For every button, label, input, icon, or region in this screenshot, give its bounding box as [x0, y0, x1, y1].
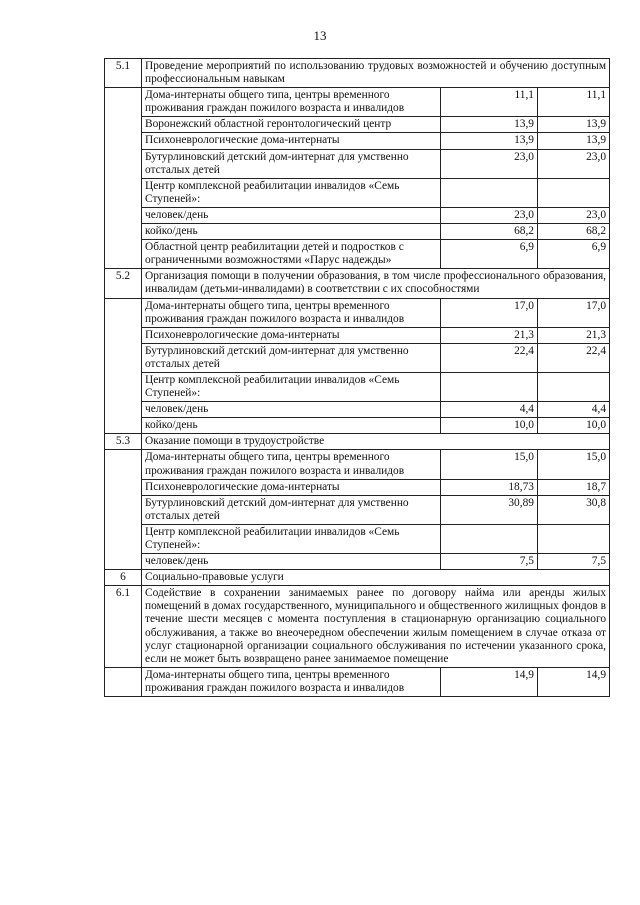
number-cell-empty [105, 88, 142, 269]
value-col-2: 17,0 [538, 298, 610, 327]
unit-label: человек/день [142, 554, 441, 570]
table-row [105, 224, 610, 240]
section-number: 5.3 [105, 434, 142, 450]
table-row [105, 178, 610, 207]
institution-name: Дома-интернаты общего типа, центры временного проживания граждан пожилого возраста и инвалидов [142, 667, 441, 696]
unit-label: человек/день [142, 402, 441, 418]
table-row [105, 524, 610, 553]
section-title: Проведение мероприятий по использованию трудовых возможностей и обучению доступным профессиональным навыкам [142, 59, 610, 88]
value-col-2: 21,3 [538, 327, 610, 343]
value-col-2: 14,9 [538, 667, 610, 696]
value-col-2 [538, 372, 610, 401]
value-col-1 [441, 524, 538, 553]
section-number: 6.1 [105, 586, 142, 668]
services-table [104, 58, 610, 697]
value-col-2: 6,9 [538, 240, 610, 269]
value-col-2 [538, 178, 610, 207]
table-row [105, 372, 610, 401]
value-col-1: 15,0 [441, 450, 538, 479]
page-number: 13 [313, 28, 327, 43]
institution-name: Бутурлиновский детский дом-интернат для умственно отсталых детей [142, 149, 441, 178]
value-col-1: 13,9 [441, 117, 538, 133]
unit-label: койко/день [142, 418, 441, 434]
institution-name: Дома-интернаты общего типа, центры временного проживания граждан пожилого возраста и инвалидов [142, 450, 441, 479]
value-col-1 [441, 178, 538, 207]
institution-name: Дома-интернаты общего типа, центры временного проживания граждан пожилого возраста и инвалидов [142, 88, 441, 117]
table-row [105, 88, 610, 117]
section-number: 5.2 [105, 269, 142, 298]
institution-name: Психоневрологические дома-интернаты [142, 327, 441, 343]
section-title: Социально-правовые услуги [142, 570, 610, 586]
value-col-1: 18,73 [441, 479, 538, 495]
number-cell-empty [105, 450, 142, 570]
value-col-2: 15,0 [538, 450, 610, 479]
institution-name: Психоневрологические дома-интернаты [142, 479, 441, 495]
section-row [105, 269, 610, 298]
institution-name: Психоневрологические дома-интернаты [142, 133, 441, 149]
value-col-1: 22,4 [441, 343, 538, 372]
value-col-2: 10,0 [538, 418, 610, 434]
table-row [105, 495, 610, 524]
institution-name: Центр комплексной реабилитации инвалидов «Семь Ступеней»: [142, 524, 441, 553]
value-col-1: 10,0 [441, 418, 538, 434]
section-title: Оказание помощи в трудоустройстве [142, 434, 610, 450]
number-cell-empty [105, 298, 142, 434]
value-col-1: 23,0 [441, 149, 538, 178]
value-col-2: 7,5 [538, 554, 610, 570]
section-number: 5.1 [105, 59, 142, 88]
value-col-1: 14,9 [441, 667, 538, 696]
table-row [105, 418, 610, 434]
table-row [105, 450, 610, 479]
section-row [105, 586, 610, 668]
value-col-2: 23,0 [538, 207, 610, 223]
institution-name: Центр комплексной реабилитации инвалидов «Семь Ступеней»: [142, 372, 441, 401]
value-col-2: 4,4 [538, 402, 610, 418]
table-row [105, 117, 610, 133]
section-row [105, 59, 610, 88]
value-col-2: 30,8 [538, 495, 610, 524]
table-row [105, 298, 610, 327]
unit-label: человек/день [142, 207, 441, 223]
table-row [105, 402, 610, 418]
value-col-1 [441, 372, 538, 401]
section-title: Содействие в сохранении занимаемых ранее по договору найма или аренды жилых помещений в домах государственного, муниципального и общественного жилищных фондов в течение шести месяцев с момента поступления в стационарную организацию социального обслуживания, а также во внеочередном обеспечении жилым помещением в случае отказа от услуг стационарной организации социального обслуживания по истечении указанного срока, если не может быть возвращено ранее занимаемое помещение [142, 586, 610, 668]
value-col-2: 11,1 [538, 88, 610, 117]
table-row [105, 667, 610, 696]
table-row [105, 133, 610, 149]
value-col-1: 6,9 [441, 240, 538, 269]
value-col-2: 68,2 [538, 224, 610, 240]
value-col-1: 17,0 [441, 298, 538, 327]
value-col-1: 68,2 [441, 224, 538, 240]
value-col-1: 30,89 [441, 495, 538, 524]
institution-name: Бутурлиновский детский дом-интернат для умственно отсталых детей [142, 495, 441, 524]
number-cell-empty [105, 667, 142, 696]
table-row [105, 207, 610, 223]
value-col-1: 11,1 [441, 88, 538, 117]
section-row [105, 570, 610, 586]
value-col-1: 13,9 [441, 133, 538, 149]
table-row [105, 240, 610, 269]
value-col-2: 13,9 [538, 133, 610, 149]
institution-name: Воронежский областной геронтологический центр [142, 117, 441, 133]
value-col-1: 21,3 [441, 327, 538, 343]
value-col-2: 18,7 [538, 479, 610, 495]
value-col-2 [538, 524, 610, 553]
institution-name: Областной центр реабилитации детей и подростков с ограниченными возможностями «Парус надежды» [142, 240, 441, 269]
unit-label: койко/день [142, 224, 441, 240]
section-number: 6 [105, 570, 142, 586]
value-col-2: 13,9 [538, 117, 610, 133]
value-col-1: 23,0 [441, 207, 538, 223]
table-row [105, 554, 610, 570]
institution-name: Дома-интернаты общего типа, центры временного проживания граждан пожилого возраста и инвалидов [142, 298, 441, 327]
institution-name: Бутурлиновский детский дом-интернат для умственно отсталых детей [142, 343, 441, 372]
table-row [105, 149, 610, 178]
value-col-2: 22,4 [538, 343, 610, 372]
value-col-1: 7,5 [441, 554, 538, 570]
value-col-1: 4,4 [441, 402, 538, 418]
institution-name: Центр комплексной реабилитации инвалидов «Семь Ступеней»: [142, 178, 441, 207]
section-title: Организация помощи в получении образования, в том числе профессионального образования, инвалидам (детьми-инвалидами) в соответствии с их способностями [142, 269, 610, 298]
section-row [105, 434, 610, 450]
table-row [105, 343, 610, 372]
table-row [105, 479, 610, 495]
table-row [105, 327, 610, 343]
value-col-2: 23,0 [538, 149, 610, 178]
